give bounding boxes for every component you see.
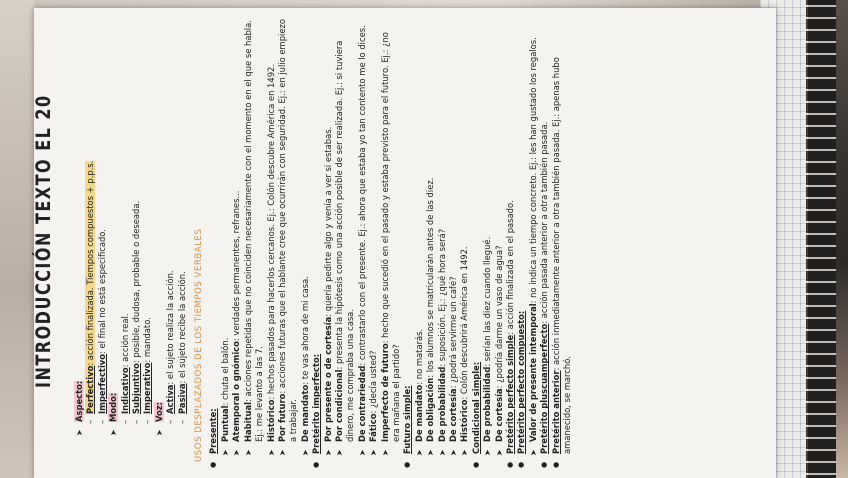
imperfecto-heading — [311, 18, 322, 468]
pasiva-term: Pasiva — [176, 383, 187, 414]
imperfecto-term: Fático — [368, 413, 379, 442]
imperfecto-item-0 — [323, 18, 334, 468]
presente-term: Por futuro — [276, 393, 287, 442]
modo-label: Modo: — [108, 392, 119, 422]
condicional-term: De cortesía — [493, 388, 504, 442]
presente-term: Histórico — [265, 399, 276, 442]
modo-item — [108, 18, 119, 448]
futuro-item-0 — [414, 18, 425, 468]
imperfecto-text: : contrastarlo con el presente. Ej.: ahora que estaba yo tan contento me lo dices. — [356, 25, 367, 366]
futuro-text: : los alumnos se matricularán antes de las diez. — [425, 177, 436, 378]
modo-subjuntivo — [131, 18, 142, 448]
futuro-item-1 — [425, 18, 436, 468]
perfecto-compuesto-text: : no indica un tiempo concreto. Ej.: les han gustado los regalos. — [527, 37, 538, 304]
subjuntivo-text: : posible, dudosa, probable o deseada. — [131, 200, 142, 364]
voz-item — [154, 18, 165, 448]
imperfecto-item-1 — [334, 18, 357, 468]
futuro-term: De probabilidad — [436, 366, 447, 442]
imperfecto-text: : quería pedirte algo y venía a ver si estabas. — [322, 126, 333, 317]
futuro-term: De mandato — [413, 384, 424, 442]
page-content — [34, 8, 776, 478]
voz-pasiva — [177, 18, 188, 448]
presente-term: Puntual — [219, 405, 230, 442]
perfectivo-text: : acción finalizada. Tiempos compuestos + p.p.s. — [85, 160, 96, 366]
activa-text: : el sujeto realiza la acción. — [165, 270, 176, 385]
imperfecto-label: Pretérito imperfecto: — [311, 353, 322, 454]
imperfectivo-term: Imperfectivo — [96, 353, 107, 414]
notebook-spiral — [806, 0, 836, 478]
imperfectivo-item — [97, 18, 108, 448]
perfecto-compuesto-item-0 — [528, 18, 539, 468]
presente-heading — [208, 18, 219, 468]
futuro-text: : no matarás. — [413, 328, 424, 385]
voz-label: Voz: — [153, 401, 164, 422]
presente-item-1 — [231, 18, 242, 468]
presente-item-0 — [220, 18, 231, 468]
futuro-item-2 — [437, 18, 448, 468]
presente-item-4 — [277, 18, 300, 468]
imperfecto-item-3 — [368, 18, 379, 468]
pasiva-text: : el sujeto recibe la acción. — [176, 271, 187, 384]
presente-term: Atemporal o gnómico — [231, 341, 242, 442]
presente-term: Habitual — [242, 401, 253, 442]
presente-item-3 — [266, 18, 277, 468]
condicional-item-1 — [494, 18, 505, 468]
futuro-item-3 — [448, 18, 459, 468]
perfecto-simple-label: Pretérito perfecto simple — [505, 334, 516, 454]
imperfecto-text: : hecho que sucedió en el pasado y estaba previsto para el futuro. Ej.: ¿no era mañana el partido? — [379, 32, 401, 442]
perfecto-simple-item — [505, 18, 516, 468]
perfecto-simple-text: : acción finalizada en el pasado. — [505, 200, 516, 335]
indicativo-term: Indicativo — [119, 367, 130, 414]
perfectivo-term: Perfectivo — [85, 365, 96, 414]
futuro-label: Futuro simple: — [402, 385, 413, 454]
desk-background-left — [0, 0, 34, 478]
futuro-text: : suposición. Ej.: ¿qué hora será? — [436, 228, 447, 367]
condicional-term: De probabilidad — [482, 366, 493, 442]
pluscuamperfecto-item — [539, 18, 550, 468]
modo-indicativo — [120, 18, 131, 448]
imperfecto-term: De contrariedad — [356, 365, 367, 442]
futuro-text: : ¿podrá servirme un café? — [448, 276, 458, 389]
presente-item-5 — [300, 18, 311, 468]
presente-item-2 — [243, 18, 266, 468]
voz-activa — [165, 18, 176, 448]
condicional-item-0 — [482, 18, 493, 468]
futuro-heading — [402, 18, 413, 468]
imperfecto-term: Por condicional — [333, 369, 344, 442]
imperfecto-term: Por presente o de cortesía — [322, 316, 333, 442]
pluscuamperfecto-text: : acción pasada anterior a otra también pasada. — [539, 121, 550, 324]
presente-text: : verdades permanentes, refranes... — [231, 190, 242, 342]
printed-sheet — [34, 8, 776, 478]
desk-background-right — [836, 0, 848, 478]
futuro-text: : Colón descubrirá América en 1492. — [459, 246, 470, 400]
imperfecto-term: Imperfecto de futuro — [379, 343, 390, 442]
presente-text: : acciones futuras que el hablante cree que ocurrirán con seguridad. Ej.: en julio empiezo a trabajar. — [276, 18, 299, 442]
presente-text: : te vas ahora de mi casa. — [299, 276, 310, 385]
perfecto-compuesto-heading — [516, 18, 527, 468]
presente-text: : chuta el balón. — [219, 337, 230, 406]
imperativo-text: : mandato. — [142, 317, 153, 363]
imperfecto-item-4 — [380, 18, 403, 468]
presente-text: : acciones repetidas que no coinciden necesariamente con el momento en el que se habla. Ej.: me levanto a las 7. — [242, 20, 265, 442]
perfecto-compuesto-label: Pretérito perfecto compuesto: — [516, 310, 527, 454]
imperfectivo-text: : el final no está especificado. — [96, 229, 107, 354]
presente-label: Presente: — [208, 408, 219, 454]
imperfecto-text: : presenta la hipótesis como una acción posible de ser realizada. Ej.: si tuviera dinero, me compraba una casa. — [333, 40, 356, 442]
section-title: USOS DESPLAZADOS DE LOS TIEMPOS VERBALES — [194, 228, 205, 462]
modo-imperativo — [142, 18, 153, 448]
page-header-title: INTRODUCCIÓN TEXTO EL 20 — [32, 94, 55, 388]
presente-text: : hechos pasados para hacerlos cercanos. Ej.: Colón descubre América en 1492. — [265, 63, 276, 400]
pluscuamperfecto-label: Pretérito pluscuamperfecto — [539, 323, 550, 454]
rotated-page — [34, 8, 776, 478]
anterior-text: : acción inmediatamente anterior a otra también pasada. Ej.: apenas hubo amanecido, se marchó. — [550, 57, 573, 454]
imperativo-term: Imperativo — [142, 362, 153, 414]
anterior-item — [551, 18, 574, 468]
notes-body — [74, 18, 573, 468]
indicativo-text: : acción real. — [119, 313, 130, 368]
activa-term: Activa — [165, 384, 176, 414]
subjuntivo-term: Subjuntivo — [131, 363, 142, 414]
anterior-label: Pretérito anterior — [550, 370, 561, 454]
condicional-text: : serían las diez cuando llegué. — [482, 236, 493, 367]
presente-term: De mandato — [299, 384, 310, 442]
aspecto-label: Aspecto: — [74, 380, 84, 422]
imperfecto-text: : ¿decía usted? — [368, 350, 379, 414]
perfectivo-item — [85, 18, 96, 448]
futuro-term: De cortesía — [448, 388, 458, 442]
aspecto-item — [74, 18, 85, 448]
condicional-text: : ¿podría darme un vaso de agua? — [493, 245, 504, 389]
condicional-heading — [471, 18, 482, 468]
imperfecto-item-2 — [357, 18, 368, 468]
condicional-label: Condicional simple: — [470, 361, 481, 454]
futuro-term: Histórico — [459, 399, 470, 442]
futuro-item-4 — [459, 18, 470, 468]
perfecto-compuesto-term: Valor de presente intemporal — [527, 303, 538, 442]
futuro-term: De obligación — [425, 377, 436, 442]
